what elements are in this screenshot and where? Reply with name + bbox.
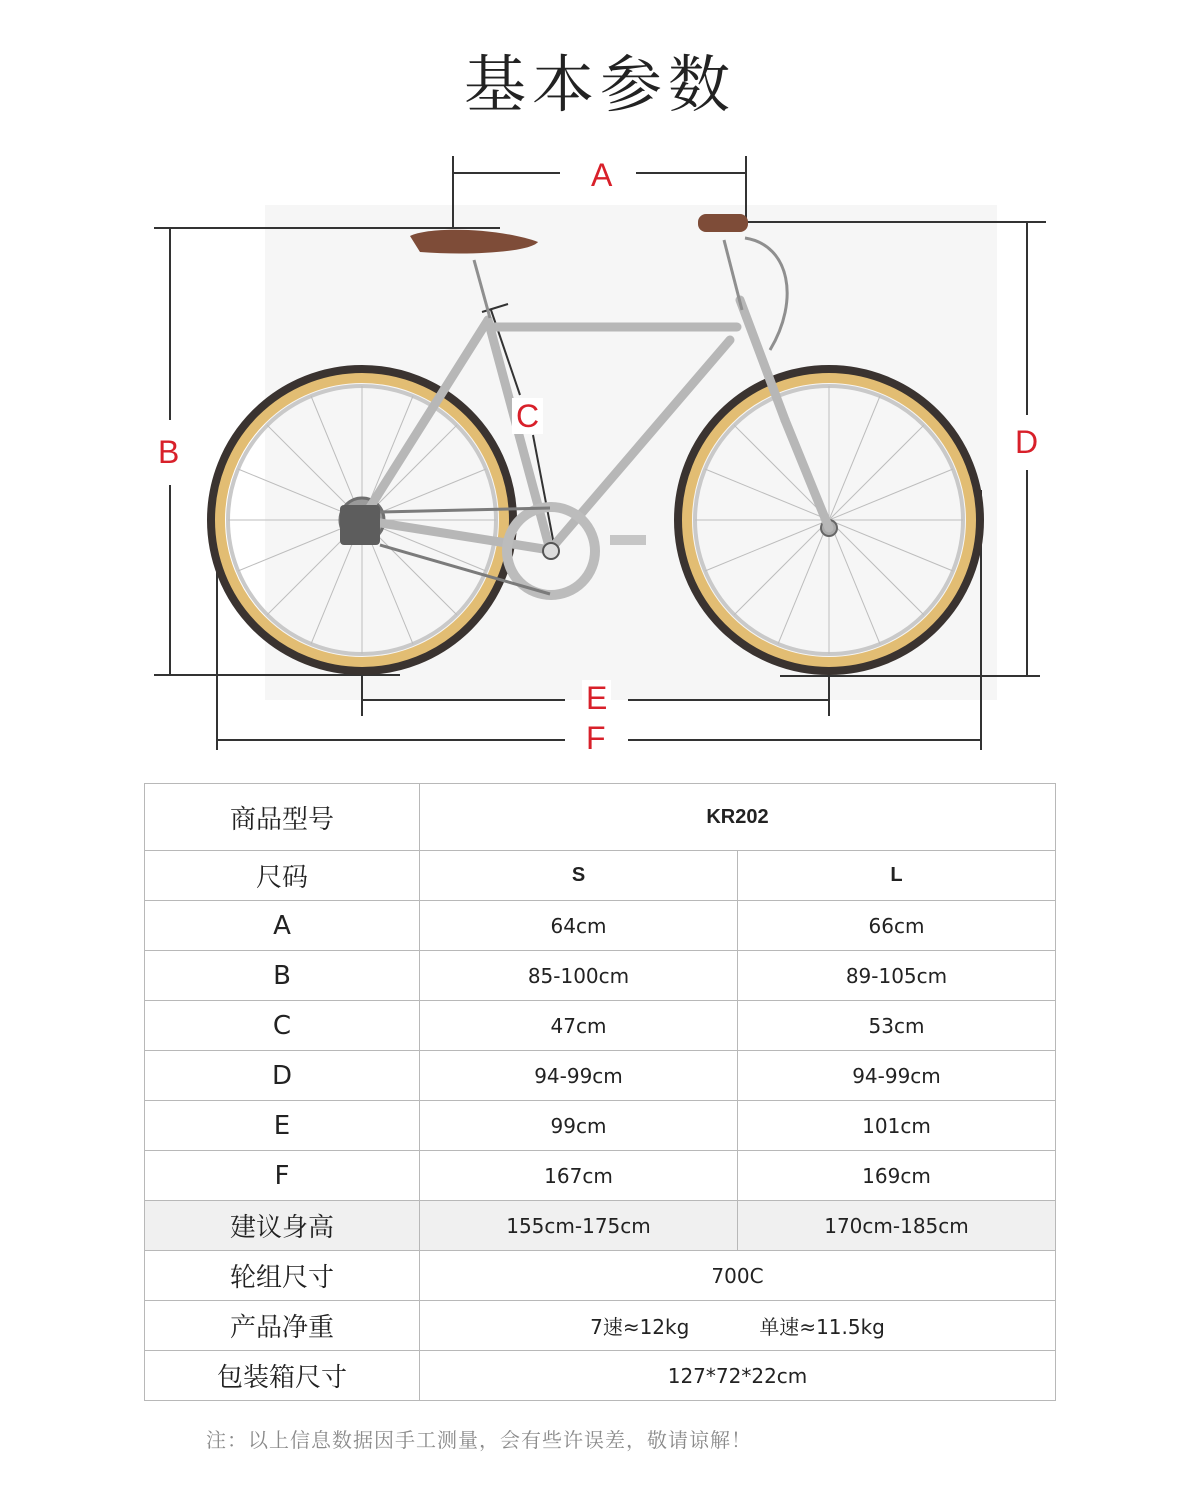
dimension-label-c: C — [512, 398, 543, 434]
row-label: A — [145, 901, 420, 951]
rear-derailleur — [340, 505, 380, 545]
row-value-s: 167cm — [420, 1151, 738, 1201]
footnote: 注：以上信息数据因手工测量，会有些许误差，敬请谅解！ — [206, 1428, 752, 1452]
model-value: KR202 — [420, 784, 1056, 851]
row-value-s: 155cm-175cm — [420, 1201, 738, 1251]
handlebar — [698, 214, 748, 232]
table-row-wheel — [145, 1251, 1056, 1301]
table-row — [145, 951, 1056, 1001]
row-value-l: 169cm — [737, 1151, 1055, 1201]
table-row — [145, 901, 1056, 951]
table-row-box — [145, 1351, 1056, 1401]
row-value-s: 64cm — [420, 901, 738, 951]
size-l-header: L — [737, 851, 1055, 901]
box-label: 包装箱尺寸 — [145, 1351, 420, 1401]
weight-value — [420, 1301, 1056, 1351]
spec-table — [144, 783, 1056, 1401]
row-value-l: 170cm-185cm — [737, 1201, 1055, 1251]
dimension-label-b: B — [154, 434, 183, 470]
pedal — [610, 535, 646, 545]
row-label: D — [145, 1051, 420, 1101]
table-row — [145, 1001, 1056, 1051]
table-row-model — [145, 784, 1056, 851]
table-row — [145, 1101, 1056, 1151]
table-row-size — [145, 851, 1056, 901]
table-row-height — [145, 1201, 1056, 1251]
size-label: 尺码 — [145, 851, 420, 901]
model-label: 商品型号 — [145, 784, 420, 851]
box-value: 127*72*22cm — [420, 1351, 1056, 1401]
row-value-l: 53cm — [737, 1001, 1055, 1051]
row-value-s: 85-100cm — [420, 951, 738, 1001]
row-label: 建议身高 — [145, 1201, 420, 1251]
dimension-label-f: F — [582, 720, 610, 756]
row-value-s: 94-99cm — [420, 1051, 738, 1101]
table-row — [145, 1151, 1056, 1201]
page-title: 基本参数 — [463, 48, 736, 121]
table-row-weight — [145, 1301, 1056, 1351]
row-label: C — [145, 1001, 420, 1051]
row-value-l: 89-105cm — [737, 951, 1055, 1001]
row-label: F — [145, 1151, 420, 1201]
weight-7speed: 7速≈12kg — [590, 1315, 690, 1339]
dimension-label-a: A — [587, 157, 616, 193]
row-label: B — [145, 951, 420, 1001]
weight-label: 产品净重 — [145, 1301, 420, 1351]
wheel-label: 轮组尺寸 — [145, 1251, 420, 1301]
wheel-value: 700C — [420, 1251, 1056, 1301]
row-label: E — [145, 1101, 420, 1151]
row-value-s: 47cm — [420, 1001, 738, 1051]
size-s-header: S — [420, 851, 738, 901]
row-value-l: 94-99cm — [737, 1051, 1055, 1101]
row-value-l: 66cm — [737, 901, 1055, 951]
weight-single-speed: 单速≈11.5kg — [759, 1315, 885, 1339]
bike-dimension-diagram — [0, 140, 1200, 780]
dimension-label-d: D — [1011, 424, 1042, 460]
row-value-l: 101cm — [737, 1101, 1055, 1151]
dimension-label-e: E — [582, 680, 611, 716]
table-row — [145, 1051, 1056, 1101]
row-value-s: 99cm — [420, 1101, 738, 1151]
